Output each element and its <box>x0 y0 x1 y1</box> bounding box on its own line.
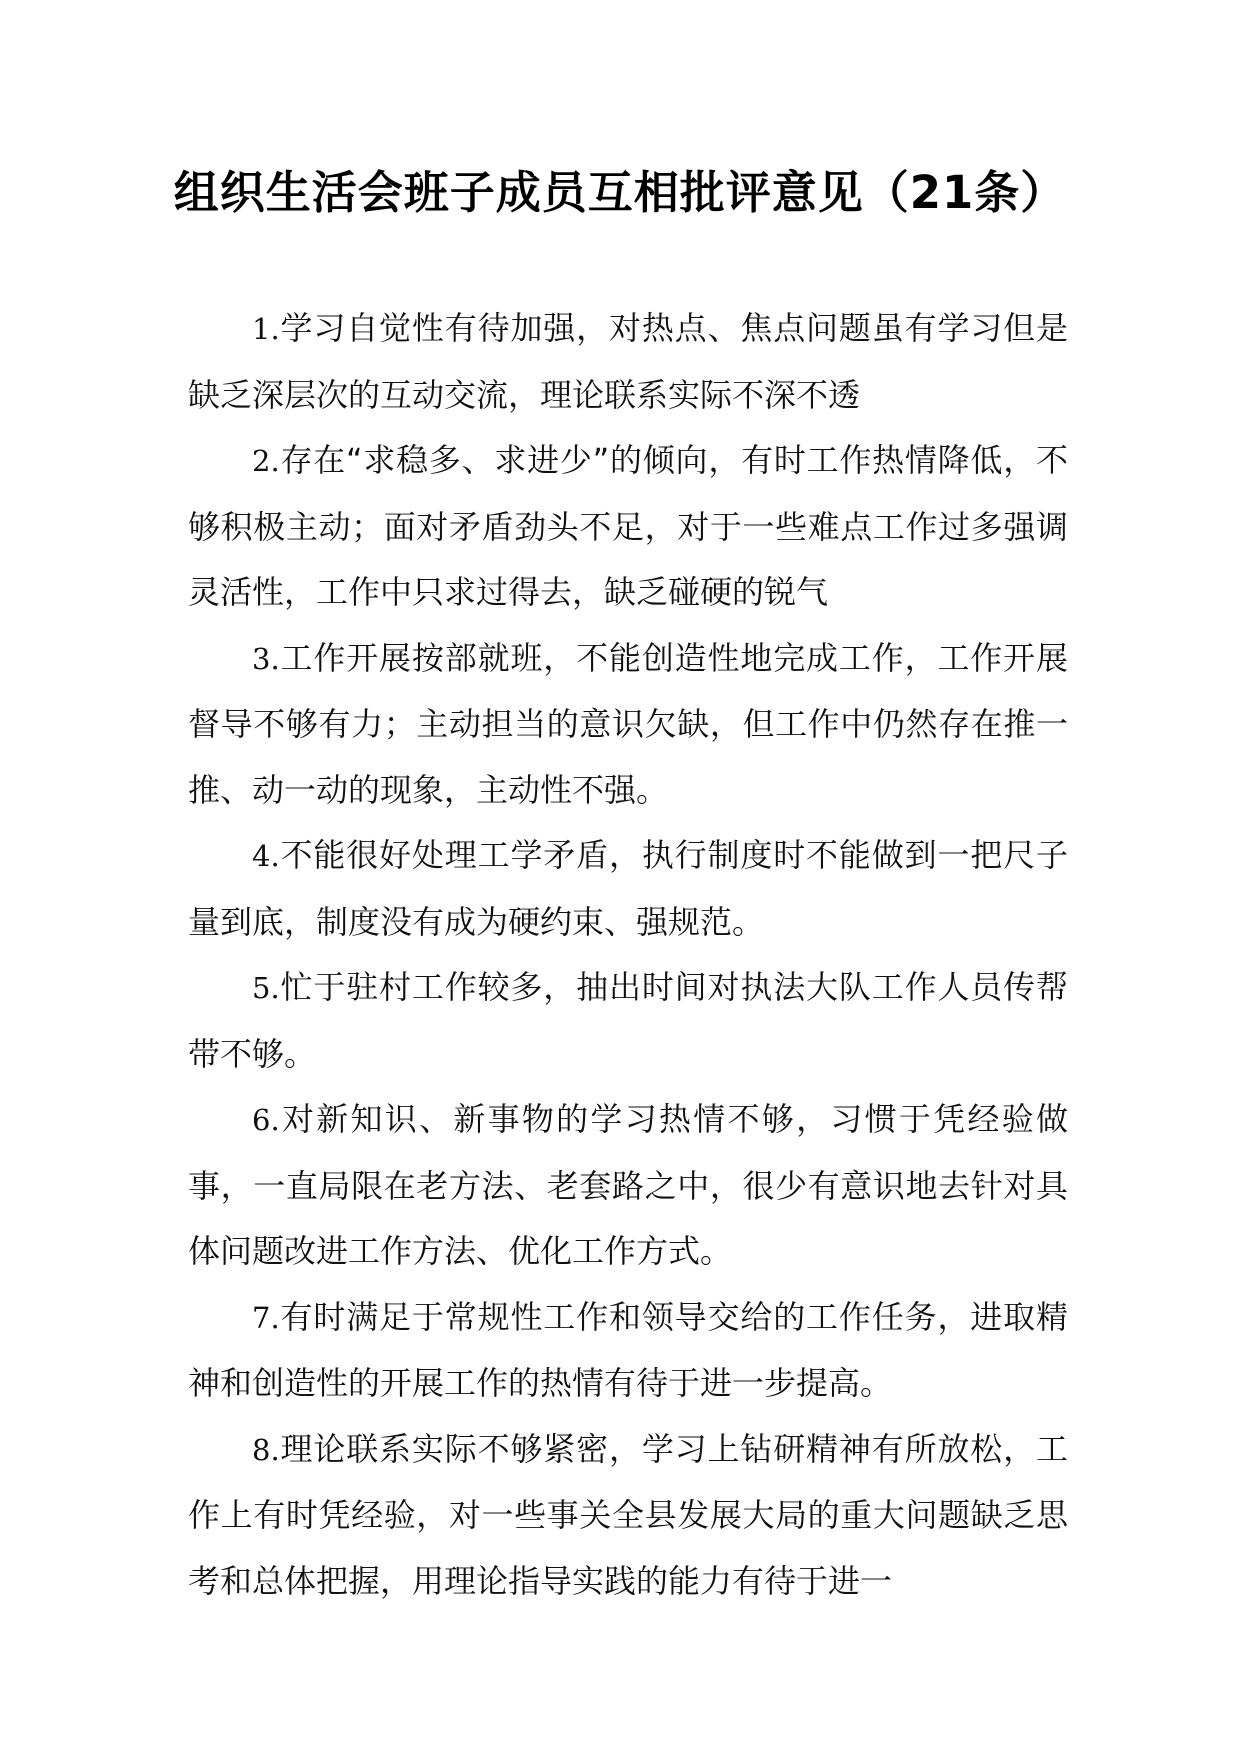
item-number: 8. <box>252 1432 280 1467</box>
list-item <box>188 1417 1068 1615</box>
list-item <box>188 823 1068 955</box>
item-number: 1. <box>252 312 280 346</box>
item-number: 4. <box>252 839 280 873</box>
list-item <box>188 1285 1068 1417</box>
document-body <box>188 296 1068 1614</box>
document-title: 组织生活会班子成员互相批评意见（21条） <box>173 166 1067 219</box>
list-item <box>188 428 1068 626</box>
item-number: 7. <box>252 1300 280 1335</box>
list-item <box>188 955 1068 1087</box>
item-text: 有时满足于常规性工作和领导交给的工作任务，进取精神和创造性的开展工作的热情有待于进一步提高。 <box>188 1297 1068 1402</box>
item-number: 5. <box>252 971 280 1005</box>
list-item <box>188 296 1068 428</box>
list-item <box>188 1087 1068 1285</box>
list-item <box>188 626 1068 824</box>
item-text: 不能很好处理工学矛盾，执行制度时不能做到一把尺子量到底，制度没有成为硬约束、强规范。 <box>188 836 1068 941</box>
item-text: 对新知识、新事物的学习热情不够，习惯于凭经验做事，一直局限在老方法、老套路之中，很少有意识地去针对具体问题改进工作方法、优化工作方式。 <box>188 1100 1068 1270</box>
item-number: 2. <box>252 444 280 478</box>
item-number: 6. <box>252 1103 280 1137</box>
item-number: 3. <box>252 641 280 676</box>
item-text: 忙于驻村工作较多，抽出时间对执法大队工作人员传帮带不够。 <box>188 968 1068 1073</box>
item-text: 存在“求稳多、求进少”的倾向，有时工作热情降低，不够积极主动；面对矛盾劲头不足，对于一些难点工作过多强调灵活性，工作中只求过得去，缺乏碰硬的锐气 <box>188 441 1068 611</box>
item-text: 工作开展按部就班，不能创造性地完成工作，工作开展督导不够有力；主动担当的意识欠缺，但工作中仍然存在推一推、动一动的现象，主动性不强。 <box>188 638 1068 809</box>
item-text: 学习自觉性有待加强，对热点、焦点问题虽有学习但是缺乏深层次的互动交流，理论联系实际不深不透 <box>188 309 1068 414</box>
item-text: 理论联系实际不够紧密，学习上钻研精神有所放松，工作上有时凭经验，对一些事关全县发展大局的重大问题缺乏思考和总体把握，用理论指导实践的能力有待于进一 <box>188 1429 1068 1600</box>
